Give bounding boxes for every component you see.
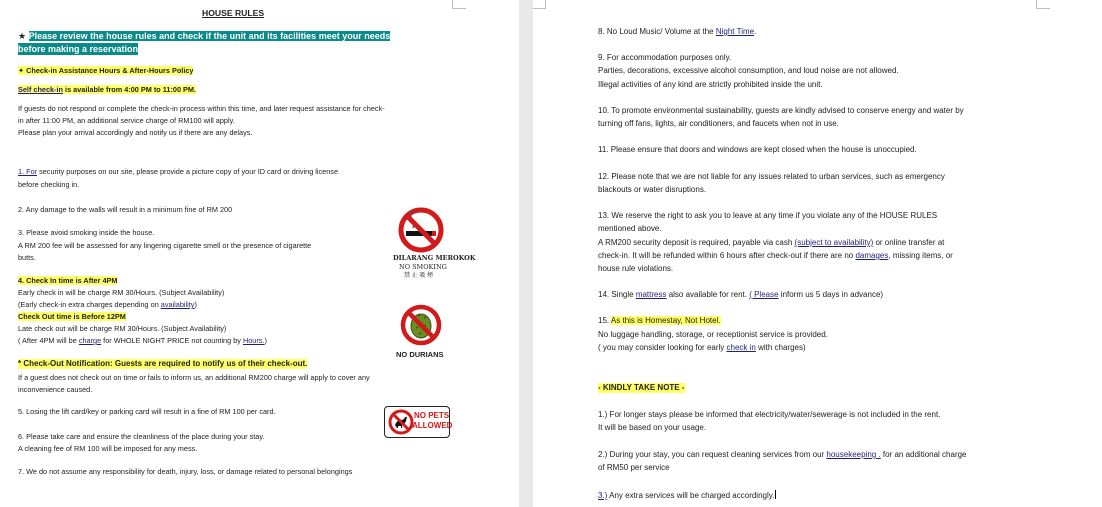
- late-extra-close: ): [264, 336, 267, 345]
- rule-15-line-3: [598, 343, 806, 353]
- star-icon: ★: [18, 31, 27, 41]
- night-time-link[interactable]: Night Time: [715, 27, 755, 36]
- rule-1-text: security purposes on our site, please provide a picture copy of your ID card or driving license: [37, 167, 339, 176]
- homestay-highlight: As this is Homestay, Not Hotel.: [610, 316, 721, 325]
- note-3[interactable]: [598, 490, 776, 501]
- deposit-text-2: or online transfer at: [873, 238, 945, 247]
- rule-8-text: 8. No Loud Music/ Volume at the: [598, 27, 716, 36]
- note-1-line: It will be based on your usage.: [598, 423, 707, 432]
- note-2-text: 2.) During your stay, you can request cleaning services from our: [598, 450, 827, 459]
- rule-12-line: blackouts or water disruptions.: [598, 185, 707, 194]
- rule-14-text-3: inform us 5 days in advance): [778, 290, 884, 299]
- rule-4-checkin-time: 4. Check In time is After 4PM: [18, 276, 118, 285]
- rule-4-late-extra: [18, 336, 267, 345]
- rule-6-line: A cleaning fee of RM 100 will be imposed for any mess.: [18, 444, 198, 453]
- rule-6-line: 6. Please take care and ensure the cleanliness of the place during your stay.: [18, 432, 265, 441]
- no-smoking-icon: [392, 206, 454, 256]
- rule-1-line-2: before checking in.: [18, 180, 80, 189]
- rule-9-line: Parties, decorations, excessive alcohol consumption, and loud noise are not allowed.: [598, 66, 899, 75]
- refund-text: check-in. It will be refunded within 6 hours after check-out if there are no: [598, 251, 856, 260]
- rule-8-end: .: [754, 27, 757, 36]
- page-corner-mark: [452, 0, 466, 9]
- refund-text-2: , missing items, or: [888, 251, 953, 260]
- page-corner-mark: [533, 0, 546, 9]
- charge-link[interactable]: charge: [78, 336, 102, 345]
- note-2-text-2: for an additional charge: [880, 450, 967, 459]
- availability-link[interactable]: availability: [160, 300, 195, 309]
- page-corner-mark: [1036, 0, 1050, 9]
- self-checkin-hours: is available from 4:00 PM to 11:00 PM.: [63, 85, 197, 94]
- page-title: HOUSE RULES: [202, 8, 265, 18]
- rule-4-early-line: Early check in will be charge RM 30/Hours. (Subject Availability): [18, 288, 225, 297]
- banner-text-1: Please review the house rules and check if the unit and its facilities meet your needs: [28, 31, 391, 41]
- rule-15-line-2: No luggage handling, storage, or receptionist service is provided.: [598, 330, 828, 339]
- no-pets-icon: [387, 408, 415, 436]
- damages-link[interactable]: damages: [855, 251, 889, 260]
- rule-1-number-link[interactable]: 1. For: [18, 167, 38, 176]
- policy-text-line: Please plan your arrival accordingly and notify us if there are any delays.: [18, 128, 253, 137]
- no-smoking-label: NO SMOKING: [399, 263, 447, 271]
- policy-text-line: If guests do not respond or complete the check-in process within this time, and later request assistance for check-: [18, 104, 385, 113]
- rule-14-text: 14. Single: [598, 290, 636, 299]
- rule-11: 11. Please ensure that doors and windows are kept closed when the house is unoccupied.: [598, 145, 917, 154]
- rule-14-text-2: also available for rent.: [666, 290, 750, 299]
- no-durian-icon: [394, 304, 454, 348]
- policy-text-line: in after 11:00 PM, an additional service charge of RM100 will apply.: [18, 116, 235, 125]
- checkout-text-line: If a guest does not check out on time or fails to inform us, an additional RM200 charge will apply to cover any: [18, 373, 370, 382]
- early-extra-text: (Early check-in extra charges depending on: [18, 300, 161, 309]
- note-2-line-1: [598, 450, 967, 460]
- rule-12-line: 12. Please note that we are not liable for any issues related to urban services, such as emergency: [598, 172, 945, 181]
- rule-5: 5. Losing the lift card/key or parking card will result in a fine of RM 100 per card.: [18, 407, 276, 416]
- rule-15-line-1: [598, 316, 721, 326]
- no-pets-label-1: NO PETS: [414, 411, 450, 420]
- no-smoking-chinese: 禁 止 吸 煙: [404, 273, 434, 279]
- rule-13-line: 13. We reserve the right to ask you to leave at any time if you violate any of the HOUSE RULES: [598, 211, 938, 220]
- banner-text-2: before making a reservation: [18, 44, 139, 54]
- rule-7: 7. We do not assume any responsibility for death, injury, loss, or damage related to personal belongings: [18, 467, 353, 476]
- checkin-policy-heading: ✦ Check-in Assistance Hours & After-Hours Policy: [18, 66, 194, 75]
- rule-15-text: ( you may consider looking for early: [598, 343, 727, 352]
- mattress-link[interactable]: mattress: [635, 290, 667, 299]
- kindly-take-note-heading: - KINDLY TAKE NOTE -: [598, 383, 685, 392]
- no-pets-sign: [384, 406, 453, 438]
- rule-13-line: house rule violations.: [598, 264, 674, 273]
- checkout-notification: * Check-Out Notification: Guests are required to notify us of their check-out.: [18, 359, 308, 368]
- rule-1-line-1: [18, 167, 338, 176]
- no-smoking-malay: DILARANG MEROKOK: [393, 254, 476, 262]
- note-2-line-2: of RM50 per service: [598, 463, 670, 472]
- rule-14: [598, 290, 883, 300]
- rule-13-refund: [598, 251, 953, 261]
- rule-3-line: butts.: [18, 253, 36, 262]
- note-3-text: Any extra services will be charged accordingly.: [607, 491, 775, 500]
- rule-4-checkout-time: Check Out time is Before 12PM: [18, 312, 126, 321]
- check-in-link[interactable]: check in: [726, 343, 756, 352]
- availability-link[interactable]: (subject to availability): [794, 238, 874, 247]
- note-3-number: 3.): [598, 491, 608, 500]
- rule-4-early-extra: [18, 300, 197, 309]
- rule-13-deposit: [598, 238, 944, 248]
- rule-3-line: A RM 200 fee will be assessed for any lingering cigarette smell or the presence of cigarette: [18, 241, 312, 250]
- early-extra-close: ): [194, 300, 197, 309]
- no-durians-label: NO DURIANS: [396, 350, 444, 359]
- late-extra-text: ( After 4PM will be: [18, 336, 79, 345]
- rule-13-line: mentioned above.: [598, 224, 662, 233]
- rule-4-late-line: Late check out will be charge RM 30/Hours. (Subject Availability): [18, 324, 227, 333]
- rule-10-line: 10. To promote environmental sustainability, guests are kindly advised to conserve energy and water by: [598, 106, 964, 115]
- rule-9-line: 9. For accommodation purposes only.: [598, 53, 732, 62]
- late-extra-text-2: for WHOLE NIGHT PRICE not counting by: [101, 336, 243, 345]
- self-checkin-line: [18, 85, 196, 94]
- document-page-left: [0, 0, 519, 507]
- no-durians-sign: [394, 304, 454, 362]
- housekeeping-link[interactable]: housekeeping .: [826, 450, 881, 459]
- rule-8: [598, 27, 756, 37]
- rule-2: 2. Any damage to the walls will result in a minimum fine of RM 200: [18, 205, 233, 214]
- rule-15-text-2: with charges): [755, 343, 806, 352]
- rule-15-number: 15.: [598, 316, 611, 325]
- rule-9-line: Illegal activities of any kind are strictly prohibited inside the unit.: [598, 80, 823, 89]
- please-link[interactable]: ( Please: [749, 290, 779, 299]
- rule-10-line: turning off fans, lights, air conditioners, and faucets when not in use.: [598, 119, 839, 128]
- deposit-text: A RM200 security deposit is required, payable via cash: [598, 238, 795, 247]
- no-pets-label-2: ALLOWED: [412, 421, 453, 430]
- document-page-right: [533, 0, 1102, 507]
- note-1-line: 1.) For longer stays please be informed that electricity/water/sewerage is not included in the rent.: [598, 410, 941, 419]
- rule-3-line: 3. Please avoid smoking inside the house.: [18, 228, 155, 237]
- banner-line-1: [18, 30, 390, 42]
- no-smoking-sign: [392, 206, 476, 286]
- checkout-text-line: inconvenience caused.: [18, 385, 93, 394]
- hours-link[interactable]: Hours.: [242, 336, 265, 345]
- self-checkin-link[interactable]: Self check-in: [18, 85, 64, 94]
- text-cursor: [775, 490, 776, 499]
